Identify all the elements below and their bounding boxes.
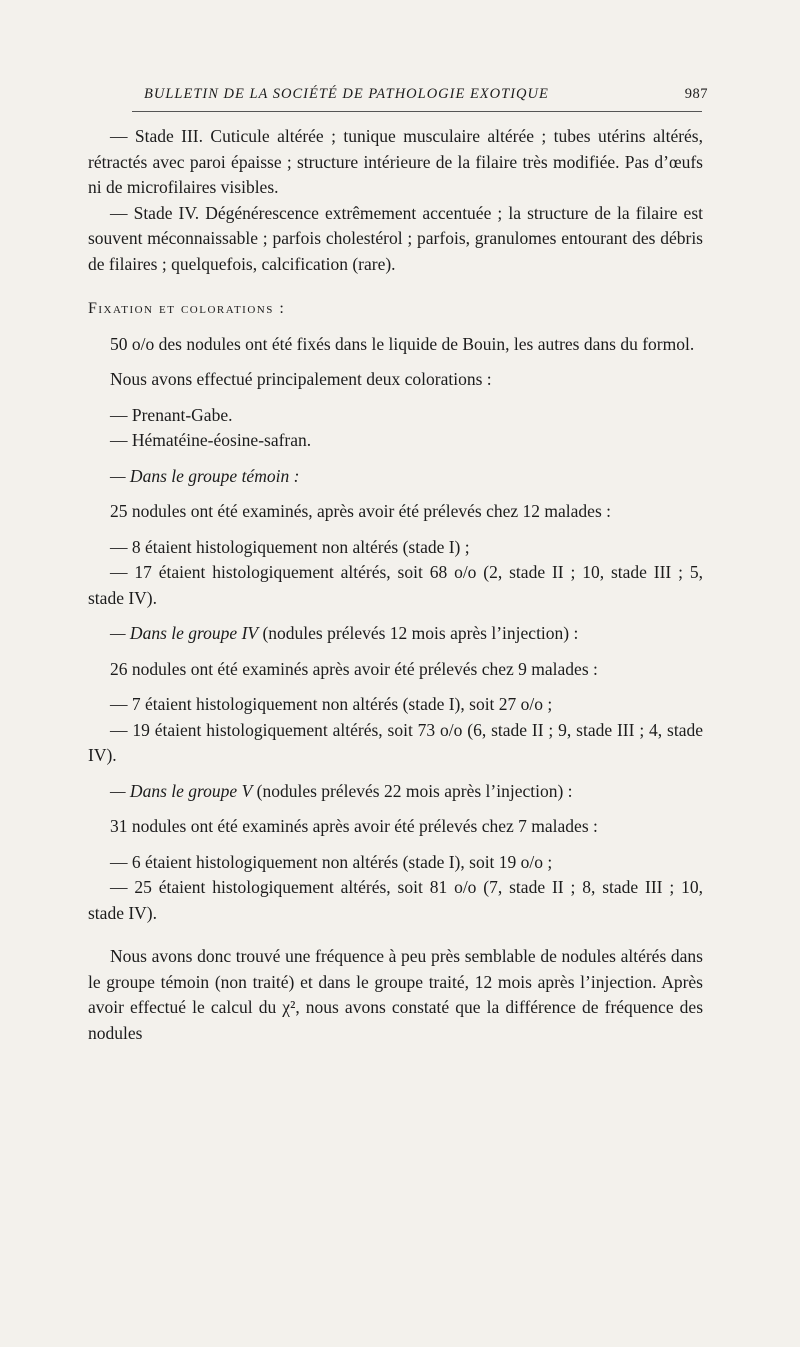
paragraph-iv-non-alteres: — 7 étaient histologiquement non altérés (stade I), soit 27 o/o ; <box>110 694 553 714</box>
paragraph-temoin-nodules: 25 nodules ont été examinés, après avoir été prélevés chez 12 malades : <box>110 501 611 521</box>
subheading-groupe-v-detail: (nodules prélevés 22 mois après l’injection) : <box>252 780 573 801</box>
paragraph-stade-3: — Stade III. Cuticule altérée ; tunique musculaire altérée ; tubes utérins altérés, rétractés avec paroi épaisse ; structure intérieure de la filaire très modifiée. Pas d’œufs ni de microfilaires visibles. <box>88 126 703 197</box>
list-item-prenant-gabe: — Prenant-Gabe. <box>110 404 233 425</box>
page-number: 987 <box>684 86 708 102</box>
paragraph-temoin-alteres: — 17 étaient histologiquement altérés, soit 68 o/o (2, stade II ; 10, stade III ; 5, stade IV). <box>88 562 703 608</box>
paragraph-fixation: 50 o/o des nodules ont été fixés dans le liquide de Bouin, les autres dans du formol. <box>110 333 695 354</box>
subheading-groupe-iv-label: — Dans le groupe IV <box>110 623 259 643</box>
paragraph-v-alteres: — 25 étaient histologiquement altérés, soit 81 o/o (7, stade II ; 8, stade III ; 10, stade IV). <box>88 877 703 923</box>
section-heading <box>88 295 703 322</box>
subheading-groupe-v-label: — Dans le groupe V <box>110 780 253 801</box>
subheading-groupe-temoin <box>88 464 703 490</box>
subheading-groupe-iv <box>88 621 703 647</box>
subheading-groupe-temoin-text: — Dans le groupe témoin : <box>110 465 300 486</box>
paragraph-temoin-non-alteres: — 8 étaient histologiquement non altérés (stade I) ; <box>110 536 470 557</box>
subheading-groupe-iv-detail: (nodules prélevés 12 mois après l’injection) : <box>258 623 579 643</box>
paragraph-iv-nodules: 26 nodules ont été examinés après avoir été prélevés chez 9 malades : <box>110 658 598 679</box>
paragraph-stade-4: — Stade IV. Dégénérescence extrêmement accentuée ; la structure de la filaire est souvent méconnaissable ; parfois cholestérol ; parfois, granulomes entourant des débris de filaires ; quelquefois, calcification (rare). <box>88 202 703 274</box>
body-text <box>88 124 703 1046</box>
list-item-hemateine: — Hématéine-éosine-safran. <box>110 430 312 450</box>
paragraph-colorations: Nous avons effectué principalement deux colorations : <box>110 369 492 389</box>
paragraph-v-nodules: 31 nodules ont été examinés après avoir été prélevés chez 7 malades : <box>110 816 598 836</box>
header-rule <box>132 111 702 112</box>
paragraph-conclusion: Nous avons donc trouvé une fréquence à peu près semblable de nodules altérés dans le groupe témoin (non traité) et dans le groupe traité, 12 mois après l’injection. Après avoir effectué le calcul du χ², nous avons constaté que la différence de fréquence des nodules <box>88 946 703 1043</box>
paragraph-iv-alteres: — 19 étaient histologiquement altérés, soit 73 o/o (6, stade II ; 9, stade III ; 4, stade IV). <box>88 719 703 765</box>
journal-title: BULLETIN DE LA SOCIÉTÉ DE PATHOLOGIE EXOTIQUE <box>144 86 549 102</box>
paragraph-v-non-alteres: — 6 étaient histologiquement non altérés (stade I), soit 19 o/o ; <box>110 851 553 872</box>
subheading-groupe-v <box>88 779 703 805</box>
section-heading-text: Fixation et colorations : <box>88 300 286 317</box>
